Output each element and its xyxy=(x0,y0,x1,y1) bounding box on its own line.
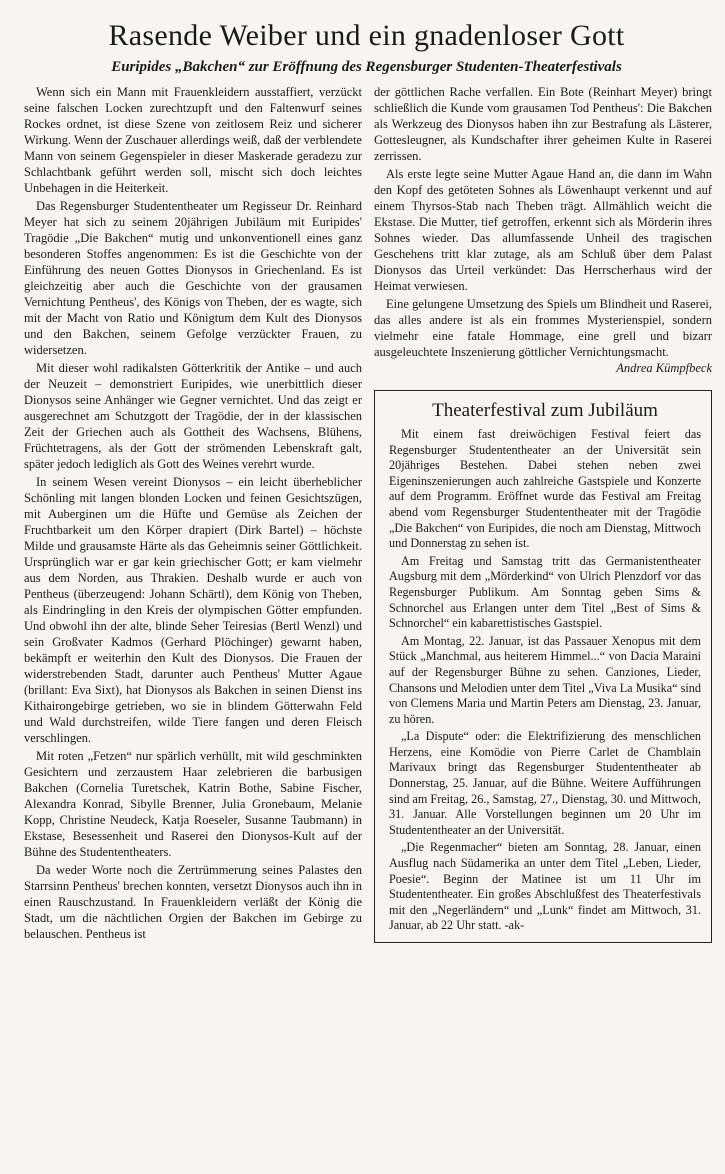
article-columns xyxy=(24,84,712,944)
article-paragraph: Das Regensburger Studententheater um Regisseur Dr. Reinhard Meyer hat sich zu seinem 20jährigen Jubiläum mit Euripides' Tragödie „Die Bakchen“ mutig und unkonventionell eines ganz besonderen Stoffes angenommen: Es ist die Geschichte von der Einführung des neuen Gottes Dionysos in Griechenland. Es ist gleichzeitig aber auch die Geschichte von der grausamen Vernichtung Pentheus', des Königs von Theben, der es wagte, sich mit der Macht von Ratio und Königtum dem Kult des Dionysos und den Bakchen, seinem Gefolge verzückter Frauen, zu widersetzen. xyxy=(24,199,362,357)
article-paragraph: Da weder Worte noch die Zertrümmerung seines Palastes den Starrsinn Pentheus' brechen konnten, versetzt Dionysos auch ihn in einen Rauschzustand. In Frauenkleidern verläßt der König die Stadt, um die nächtlichen Orgien der Bakchen im Gebirge zu belauschen. Pentheus ist xyxy=(24,863,362,941)
article-paragraph: der göttlichen Rache verfallen. Ein Bote (Reinhart Meyer) bringt schließlich die Kunde vom grausamen Tod Pentheus': Die Bakchen als Werkzeug des Dionysos haben ihn zur Bestrafung als Lästerer, Gottesleugner, als Kundschafter ihrer geheimen Kulte in Raserei zerrissen. xyxy=(374,85,712,163)
article-paragraph: Eine gelungene Umsetzung des Spiels um Blindheit und Raserei, das alles andere ist als ein frommes Mysterienspiel, sondern vielmehr eine fatale Hommage, eine grell und bizarr ausgeleuchtete Inszenierung göttlicher Vernichtungsmacht. xyxy=(374,297,712,359)
info-box-title: Theaterfestival zum Jubiläum xyxy=(432,400,658,421)
left-column xyxy=(24,84,362,944)
headline: Rasende Weiber und ein gnadenloser Gott xyxy=(108,19,625,52)
article-paragraph: In seinem Wesen vereint Dionysos – ein leicht überheblicher Schönling mit langen blonden Locken und feinen Gesichtszügen, mit Auberginen um die Hüfte und Gemüse als Zeichen der Fruchtbarkeit um den Körper drapiert (Dirk Bartel) – höchste Milde und grausamste Härte als das Geheimnis seiner Göttlichkeit. Ursprünglich war er gar kein griechischer Gott; er kam vielmehr aus dem Norden, aus Thrakien. Deshalb wurde er auch von Pentheus (überzeugend: Johann Schärtl), dem König von Theben, als Eindringling in den Kreis der olympischen Götter empfunden. Und obwohl ihn der alte, blinde Seher Teiresias (Bertl Wenzl) und sein Großvater Kadmos (Gerhard Plöchinger) gewarnt haben, bekämpft er weiterhin den Kult des Dionysos. Die Frauen der widerstrebenden Stadt, darunter auch Pentheus' Mutter Agaue (brillant: Eva Sixt), hat Dionysos als Bakchen in seinen Dienst ins Kithairongebirge getrieben, wo sie in blindem Götterwahn Feld und Wald durchstreifen, wilde Tiere fangen und deren Fleisch verschlingen. xyxy=(24,475,362,745)
article-paragraph: Mit roten „Fetzen“ nur spärlich verhüllt, mit wild geschminkten Gesichtern und zerzaustem Haar zelebrieren die barbusigen Bakchen (Cornelia Turetschek, Katrin Bothe, Sabine Fischer, Alexandra Konrad, Sibylle Brenner, Julia Gronebaum, Melanie Kopp, Christine Neudeck, Katja Roeseler, Susanne Taubmann) in Ekstase, Besessenheit und Raserei den Dionysos-Kult auf der Bühne des Studententheaters. xyxy=(24,749,362,859)
author-byline: Andrea Kümpfbeck xyxy=(616,361,712,375)
info-paragraph: Mit einem fast dreiwöchigen Festival feiert das Regensburger Studententheater an der Universität sein 20jähriges Bestehen. Dabei stehen neben zwei Eigeninszenierungen auch zahlreiche Gastspiele und Konzerte auf dem Programm. Eröffnet wurde das Festival am Freitag abend vom Regensburger Studententheater mit der Tragödie „Die Bakchen“ von Euripides, die noch am Dienstag, Mittwoch und Donnerstag zu sehen ist. xyxy=(389,427,701,551)
article-paragraph: Mit dieser wohl radikalsten Götterkritik der Antike – und auch der Neuzeit – demonstriert Euripides, wie unerbittlich dieser Dionysos seine Anhänger wie Gegner vernichtet. Und das zeigt er ausgerechnet am Schutzgott der Tragödie, der in der klassischen Zeit der Griechen auch als Gottheit des Wachsens, Blühens, Früchtetragens, als der Gott der strömenden Lebenskraft galt, später jedoch lediglich als Gott des Weines verehrt wurde. xyxy=(24,361,362,471)
article-paragraph: Wenn sich ein Mann mit Frauenkleidern ausstaffiert, verzückt seine falschen Locken zurechtzupft und den Faltenwurf seines Rockes ordnet, ist diese Szene von zeitlosem Reiz und sicherer Wirkung. Wenn der Zuschauer allerdings weiß, daß der verblendete Mann von seinem Gegenspieler in dieser Maskerade geradezu zur Schlachtbank geführt werden soll, mischt sich doch leichtes Unbehagen in die Heiterkeit. xyxy=(24,85,362,195)
info-paragraph: Am Freitag und Samstag tritt das Germanistentheater Augsburg mit dem „Mörderkind“ von Ulrich Plenzdorf vor das Regensburger Publikum. Am Sonntag geben Sims & Schnorchel aus Erlangen unter dem Titel „Best of Sims & Schnorchel“ ein kabarettistisches Gastspiel. xyxy=(389,553,701,631)
right-column xyxy=(374,84,712,944)
article-paragraph: Als erste legte seine Mutter Agaue Hand an, die dann im Wahn den Kopf des getöteten Sohnes als Löwenhaupt verkennt und auf einem Thyrsos-Stab nach Theben trägt. Allmählich weicht die Ekstase. Die Mutter, tief getroffen, erkennt sich als Mörderin ihres Sohnes wieder. Das allumfassende Unheil des tragischen Geschehens tritt klar zutage, als am Schluß über dem Palast Dionysos das Urteil verkündet: Das Herrscherhaus wird der Heimat verwiesen. xyxy=(374,167,712,293)
festival-info-box xyxy=(374,390,712,943)
info-paragraph: Am Montag, 22. Januar, ist das Passauer Xenopus mit dem Stück „Manchmal, aus heiterem Himmel...“ von Dacia Maraini auf der Regensburger Bühne zu sehen. Canziones, Lieder, Chansons und Melodien unter dem Titel „Viva La Musika“ sind von Clemens Maria und Martin Peters am Dienstag, 23. Januar, zu hören. xyxy=(389,633,701,726)
subtitle: Euripides „Bakchen“ zur Eröffnung des Regensburger Studenten-Theaterfestivals xyxy=(111,59,622,75)
info-paragraph: „Die Regenmacher“ bieten am Sonntag, 28. Januar, einen Ausflug nach Südamerika an unter dem Titel „Leben, Lieder, Poesie“. Beginn der Matinee ist um 11 Uhr im Studententheater. Ein großes Abschlußfest des Theaterfestivals mit den „Negerländern“ und „Lunk“ findet am Mittwoch, 31. Januar, ab 22 Uhr statt. -ak- xyxy=(389,840,701,933)
info-paragraph: „La Dispute“ oder: die Elektrifizierung des menschlichen Herzens, eine Komödie von Pierre Carlet de Chamblain Marivaux bringt das Regensburger Studententheater ab Donnerstag, 25. Januar, auf die Bühne. Weitere Aufführungen sind am Freitag, 26., Samstag, 27., Dienstag, 30. und Mittwoch, 31. Januar. Alle Vorstellungen beginnen um 20 Uhr im Studententheater an der Universität. xyxy=(389,729,701,837)
